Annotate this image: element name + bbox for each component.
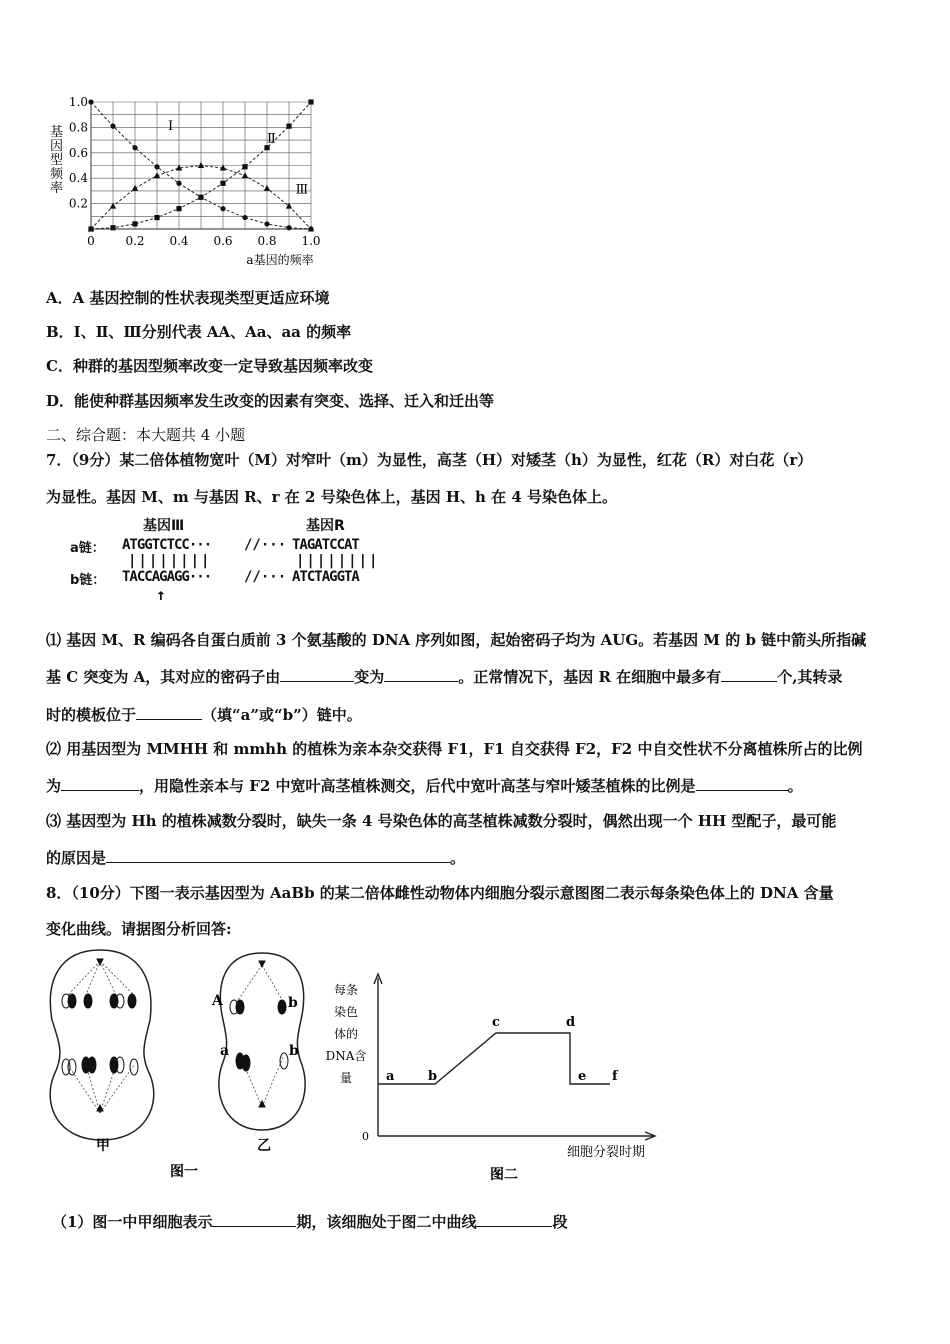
q7-part1-text-b: 变为 — [354, 668, 385, 686]
base-pair-bars-right: |||||||| — [296, 553, 380, 569]
b-strand-seq1: TACCAGAGG··· — [122, 569, 212, 585]
allele-b-label-2: b — [289, 1043, 299, 1059]
option-d: D．能使种群基因频率发生改变的因素有突变、选择、迁入和迁出等 — [46, 392, 495, 410]
a-strand-break: //··· — [244, 537, 287, 553]
series-point-triangle — [242, 172, 248, 178]
x-tick-label: 0.6 — [213, 234, 233, 248]
y-axis-label-char: 因 — [50, 139, 64, 154]
series-point-dot — [220, 206, 225, 211]
fig2-x-axis-label: 细胞分裂时期 — [566, 1145, 646, 1160]
y-tick-label: 0.4 — [68, 171, 88, 186]
answer-blank-max-count[interactable] — [721, 667, 777, 682]
option-a: A．A 基因控制的性状表现类型更适应环境 — [46, 289, 330, 307]
option-b: B．Ⅰ、Ⅱ、Ⅲ分别代表 AA、Aa、aa 的频率 — [46, 323, 352, 341]
fig2-point-label: f — [612, 1069, 618, 1084]
q7-part1-line2 — [46, 666, 842, 687]
x-tick-label: 0.4 — [169, 234, 189, 248]
b-strand-seq2: ATCTAGGTA — [292, 569, 359, 585]
x-tick-label: 0.8 — [257, 234, 277, 248]
a-strand-seq1: ATGGTCTCC··· — [122, 537, 212, 553]
cell-jia-spindle — [68, 961, 134, 1113]
fig2-origin-label: 0 — [362, 1130, 369, 1143]
q7-part3-text-a: 的原因是 — [46, 849, 107, 867]
series-point-dot — [88, 99, 93, 104]
series-name-label: Ⅱ — [267, 131, 276, 147]
y-tick-label: 0.2 — [68, 196, 88, 211]
q7-part1-text-d: 个,其转录 — [777, 668, 843, 686]
dna-sequence-figure — [70, 515, 410, 610]
fig2-point-label: d — [566, 1015, 576, 1030]
series-point-square — [110, 225, 115, 230]
fig2-point-label: a — [386, 1069, 395, 1084]
series-point-dot — [110, 124, 115, 129]
a-strand-seq2: TAGATCCAT — [292, 537, 359, 553]
b-strand-break: //··· — [244, 569, 287, 585]
gene-r-label: 基因R — [306, 518, 345, 534]
series-point-dot — [154, 164, 159, 169]
answer-blank-template-strand[interactable] — [136, 705, 202, 720]
y-tick-label: 0.6 — [68, 145, 88, 160]
y-axis-label-char: 型 — [50, 153, 64, 168]
series-point-triangle — [132, 185, 138, 191]
x-tick-label: 1.0 — [301, 234, 321, 248]
series-point-dot — [242, 215, 247, 220]
fig2-point-label: c — [492, 1015, 500, 1030]
q7-part1-text-f: （填“a”或“b”）链中。 — [202, 706, 362, 724]
x-tick-label: 0 — [87, 234, 95, 248]
q7-intro-line1: 7．（9分）某二倍体植物宽叶（M）对窄叶（m）为显性，高茎（H）对矮茎（h）为显性，红花（R）对白花（r） — [46, 451, 813, 469]
allele-b-label-1: b — [288, 995, 298, 1011]
figure1-caption: 图一 — [170, 1164, 198, 1180]
q7-part3-line2 — [46, 847, 465, 868]
option-c: C．种群的基因型频率改变一定导致基因频率改变 — [46, 357, 373, 375]
fig2-y-label-line: 量 — [339, 1071, 353, 1085]
q7-intro-line2: 为显性。基因 M、m 与基因 R、r 在 2 号染色体上，基因 H、h 在 4 号染色体上。 — [46, 488, 618, 506]
series-point-square — [286, 124, 291, 129]
q8-intro-line2: 变化曲线。请据图分析回答: — [46, 920, 232, 938]
series-name-label: Ⅲ — [295, 182, 309, 198]
section-heading: 二、综合题：本大题共 4 小题 — [46, 426, 246, 444]
q7-part2-line1: ⑵ 用基因型为 MMHH 和 mmhh 的植株为亲本杂交获得 F1，F1 自交获得 F2，F2 中自交性状不分离植株所占的比例 — [46, 740, 863, 758]
answer-blank-testcross-ratio[interactable] — [696, 776, 788, 791]
y-tick-label: 0.8 — [68, 120, 88, 135]
answer-blank-segment[interactable] — [476, 1212, 552, 1227]
q7-part1-text-c: 。正常情况下，基因 R 在细胞中最多有 — [458, 668, 722, 686]
series-point-square — [220, 181, 225, 186]
b-strand-label: b链： — [70, 573, 106, 588]
series-point-square — [154, 215, 159, 220]
fig2-y-label-line: 体的 — [333, 1027, 359, 1041]
q8-part1-text-a: （1）图一中甲细胞表示 — [52, 1213, 213, 1231]
y-axis-label-char: 频 — [50, 167, 64, 182]
a-strand-label: a链： — [70, 541, 105, 556]
series-point-dot — [286, 225, 291, 230]
series-point-dot — [132, 145, 137, 150]
q8-part1-text-b: 期，该细胞处于图二中曲线 — [296, 1213, 477, 1231]
q7-part1-line1: ⑴ 基因 M、R 编码各自蛋白质前 3 个氨基酸的 DNA 序列如图，起始密码子均为 AUG。若基因 M 的 b 链中箭头所指碱 — [46, 631, 867, 649]
y-axis-label-char: 基 — [50, 125, 64, 140]
fig2-point-label: e — [578, 1069, 587, 1084]
series-point-dot — [176, 181, 181, 186]
gene-m-label: 基因Ⅲ — [143, 518, 185, 534]
series-point-square — [198, 195, 203, 200]
series-point-triangle — [198, 162, 204, 168]
cell-yi-spindle — [236, 965, 284, 1107]
q7-part3-text-b: 。 — [450, 849, 466, 867]
fig2-dna-curve — [378, 1033, 610, 1084]
allele-a-label: a — [220, 1043, 230, 1059]
mutation-arrow-icon: ↑ — [156, 585, 166, 604]
figure2-caption: 图二 — [490, 1167, 518, 1183]
fig2-y-label-line: 每条 — [333, 983, 359, 997]
series-point-square — [176, 206, 181, 211]
fig2-y-label-line: 染色 — [333, 1005, 359, 1019]
q8-part1-line — [52, 1211, 567, 1232]
q7-part3-line1: ⑶ 基因型为 Hh 的植株减数分裂时，缺失一条 4 号染色体的高茎植株减数分裂时，偶然出现一个 HH 型配子，最可能 — [46, 812, 837, 830]
cell-jia-chromosomes — [62, 959, 138, 1111]
genotype-frequency-chart — [40, 90, 340, 270]
q8-part1-text-c: 段 — [552, 1213, 568, 1231]
fig2-axes — [374, 974, 655, 1140]
series-point-dot — [264, 221, 269, 226]
answer-blank-codon-after[interactable] — [384, 667, 458, 682]
figure2-dna-content-chart — [320, 960, 670, 1185]
answer-blank-ratio[interactable] — [61, 776, 139, 791]
answer-blank-reason[interactable] — [106, 848, 450, 863]
series-point-triangle — [264, 185, 270, 191]
base-pair-bars-left: |||||||| — [128, 553, 212, 569]
q7-part2-text-c: 。 — [787, 777, 803, 795]
q7-part1-text-a: 基 C 突变为 A，其对应的密码子由 — [46, 668, 281, 686]
q7-part1-line3 — [46, 704, 362, 725]
cell-yi-chromosomes — [230, 961, 288, 1107]
q7-part1-text-e: 时的模板位于 — [46, 706, 137, 724]
q7-part2-line2 — [46, 775, 803, 796]
q7-part2-text-b: ，用隐性亲本与 F2 中宽叶高茎植株测交，后代中宽叶高茎与窄叶矮茎植株的比例是 — [139, 777, 696, 795]
figure1-cell-division — [40, 945, 320, 1185]
q7-part2-text-a: 为 — [46, 777, 62, 795]
series-point-square — [308, 99, 313, 104]
x-tick-label: 0.2 — [125, 234, 145, 248]
y-axis-label-char: 率 — [50, 181, 64, 196]
series-point-square — [132, 221, 137, 226]
cell-yi-label: 乙 — [257, 1138, 271, 1154]
y-tick-label: 1.0 — [68, 95, 88, 109]
answer-blank-phase[interactable] — [212, 1212, 296, 1227]
series-name-label: Ⅰ — [168, 118, 174, 134]
fig2-y-label-line: DNA含 — [325, 1049, 367, 1063]
x-axis-label: a基因的频率 — [246, 253, 314, 267]
cell-jia-label: 甲 — [96, 1138, 110, 1154]
series-point-square — [242, 164, 247, 169]
fig2-labels — [326, 982, 645, 1183]
q8-intro-line1: 8．（10分）下图一表示基因型为 AaBb 的某二倍体雌性动物体内细胞分裂示意图图二表示每条染色体上的 DNA 含量 — [46, 884, 834, 902]
answer-blank-codon-before[interactable] — [280, 667, 354, 682]
fig2-point-label: b — [428, 1069, 438, 1084]
allele-A-label: A — [212, 993, 223, 1009]
fig2-curve — [378, 1033, 610, 1084]
